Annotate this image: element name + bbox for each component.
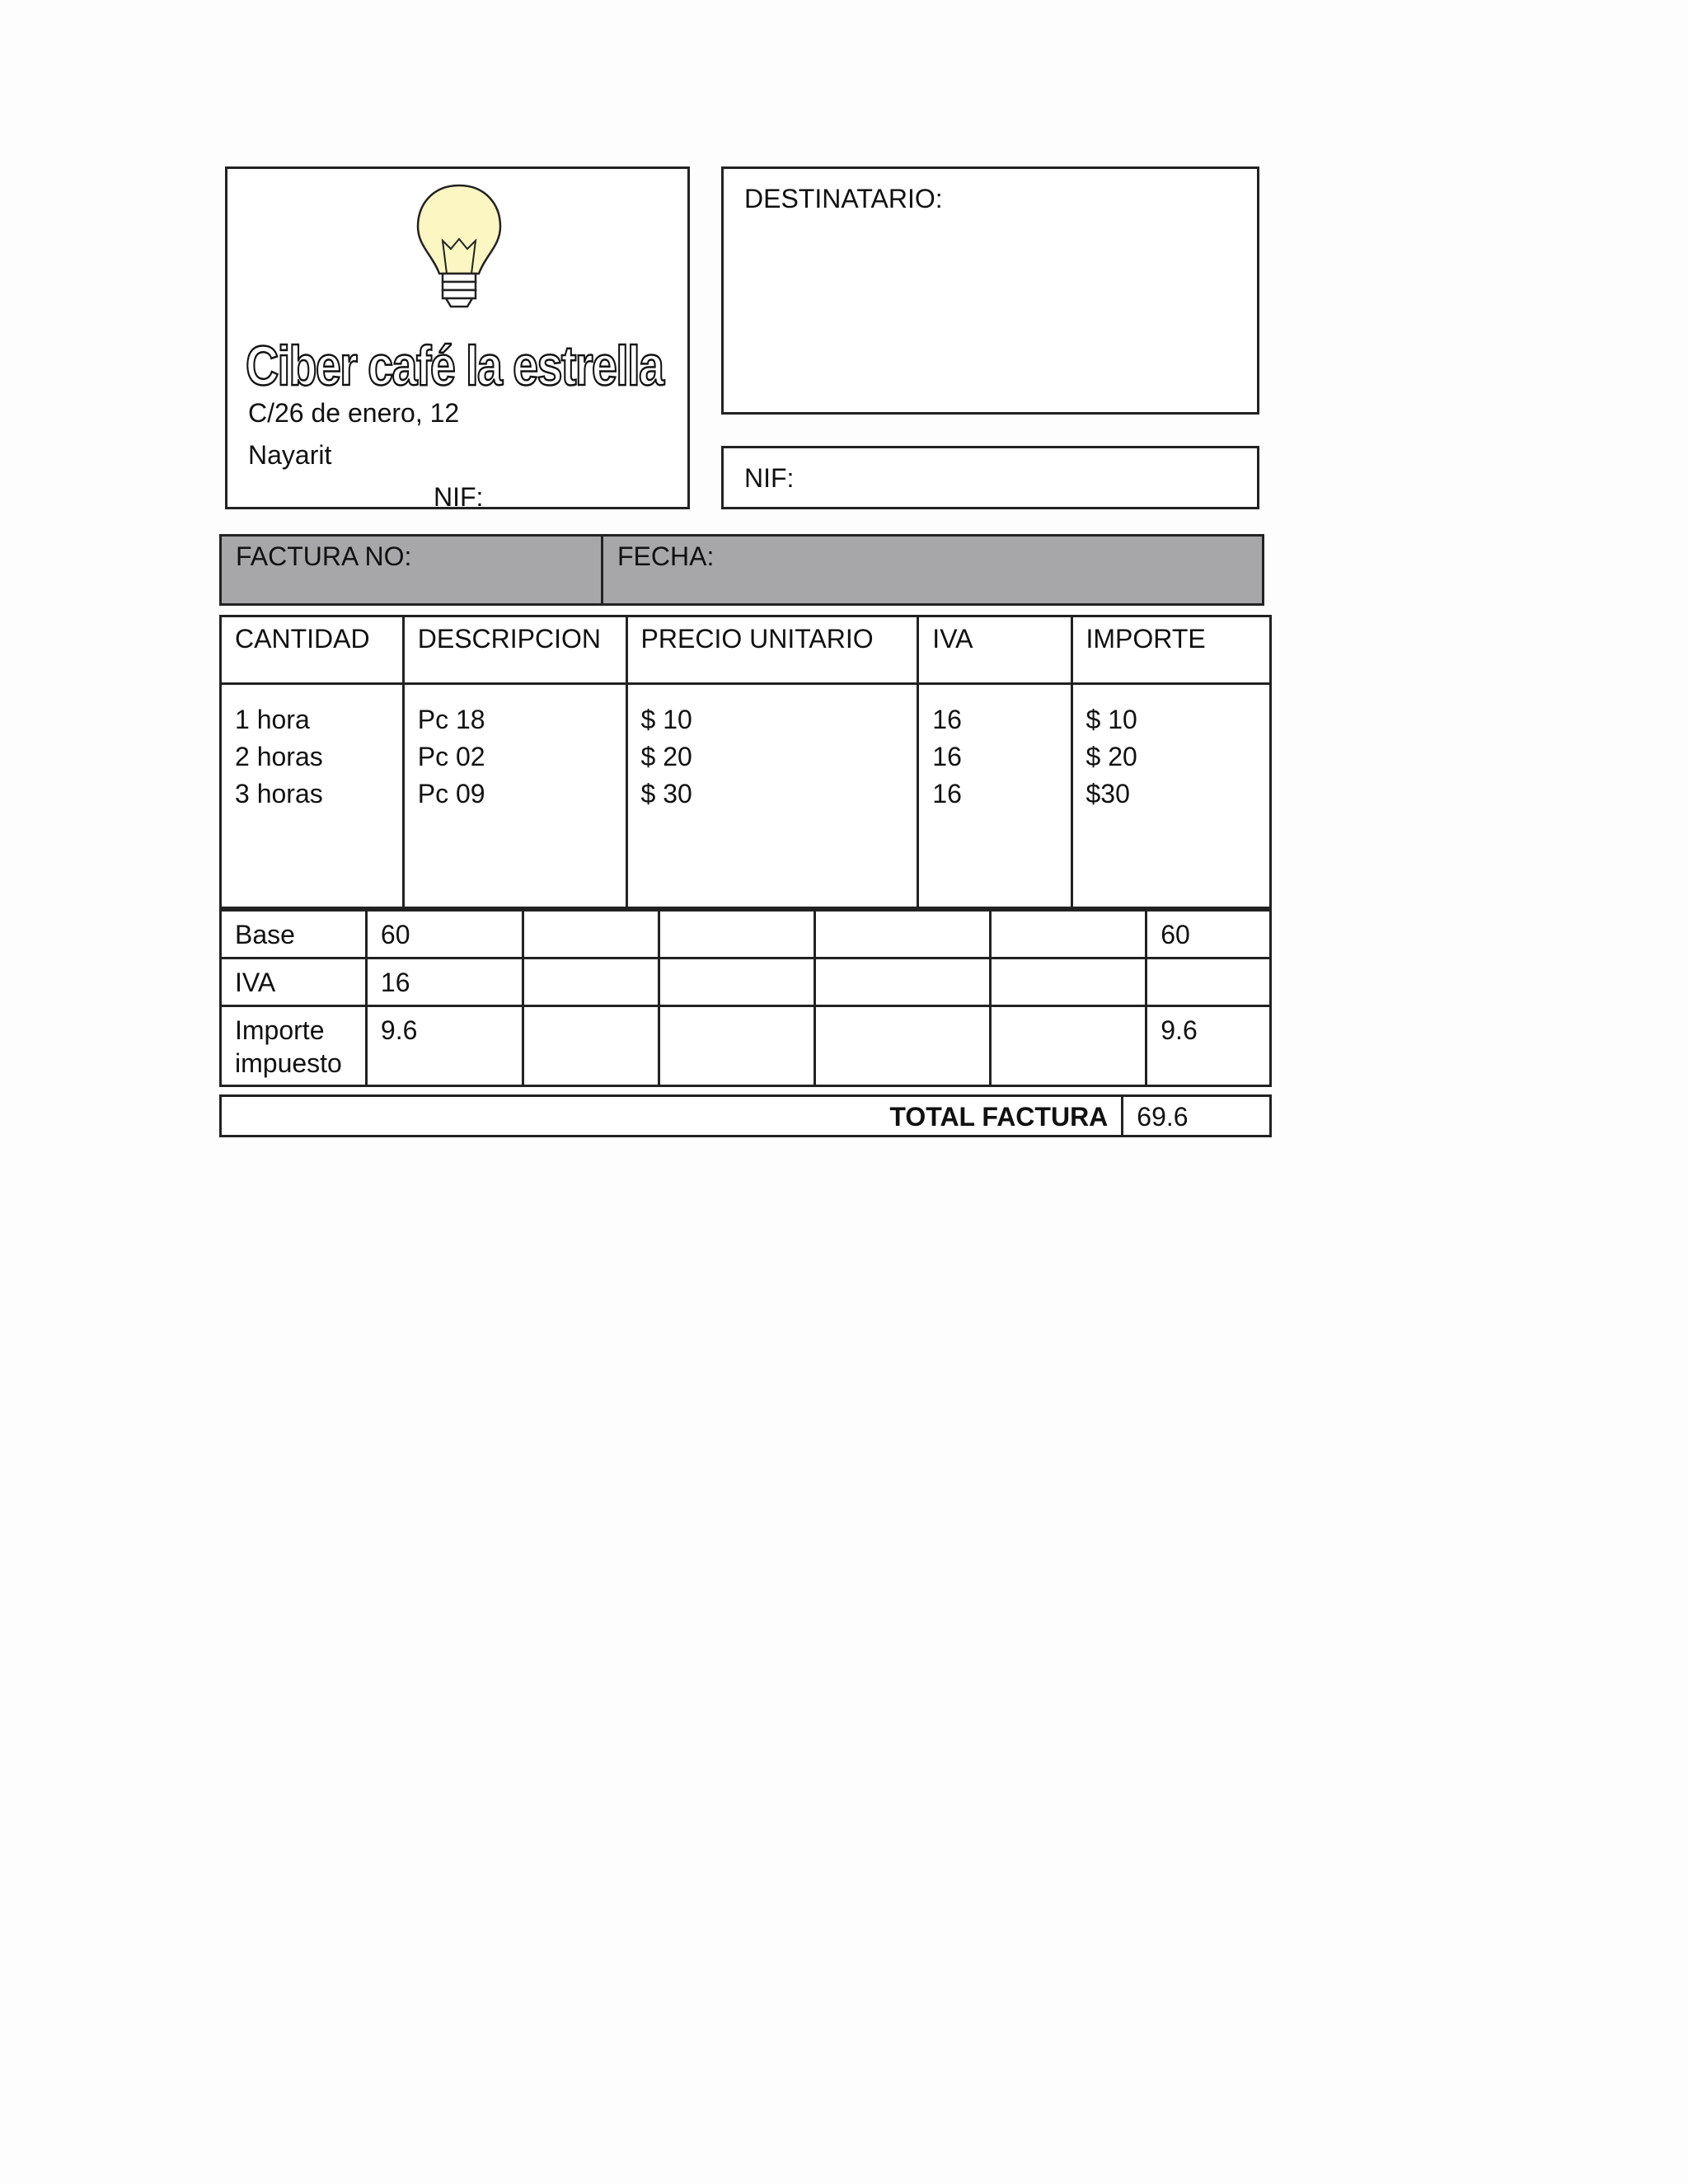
total-table: [219, 1094, 1272, 1137]
empty-cell: [990, 1006, 1146, 1086]
empty-cell: [815, 958, 990, 1006]
items-header-row: [221, 616, 1271, 684]
iva-value: 16: [932, 742, 962, 771]
importe-value: $30: [1085, 779, 1130, 808]
descripcion-value: Pc 09: [417, 779, 485, 808]
tax-label: IVA: [221, 958, 367, 1006]
tax-total: 60: [1146, 911, 1271, 958]
company-name: Ciber café la estrella: [246, 335, 663, 397]
cantidad-value: 2 horas: [235, 742, 323, 771]
precio-value: $ 20: [640, 742, 692, 771]
header-cantidad: CANTIDAD: [221, 616, 404, 684]
iva-value: 16: [932, 705, 962, 734]
invoice-number-label: FACTURA NO:: [236, 541, 412, 571]
descripcion-cell: [403, 684, 626, 908]
tax-value: 60: [366, 911, 523, 958]
total-value: 69.6: [1123, 1096, 1271, 1137]
items-table: [219, 615, 1272, 909]
recipient-label: DESTINATARIO:: [744, 184, 943, 213]
invoice-header-band: [219, 534, 1264, 606]
iva-value: 16: [932, 779, 962, 808]
cantidad-value: 3 horas: [235, 779, 323, 808]
empty-cell: [523, 911, 659, 958]
descripcion-value: Pc 18: [417, 705, 485, 734]
tax-total: 9.6: [1146, 1006, 1271, 1086]
company-nif-label: NIF:: [434, 482, 484, 509]
descripcion-value: Pc 02: [417, 742, 485, 771]
recipient-nif-label: NIF:: [744, 463, 795, 493]
empty-cell: [990, 911, 1146, 958]
cantidad-value: 1 hora: [235, 705, 310, 734]
recipient-box[interactable]: [721, 166, 1259, 415]
empty-cell: [659, 1006, 815, 1086]
band-divider: [601, 537, 603, 603]
total-label: TOTAL FACTURA: [221, 1096, 1123, 1137]
company-address: C/26 de enero, 12: [248, 398, 460, 428]
empty-cell: [523, 1006, 659, 1086]
tax-row-base: [221, 911, 1271, 958]
importe-value: $ 20: [1085, 742, 1137, 771]
items-body-row: [221, 684, 1271, 908]
header-precio-unitario: PRECIO UNITARIO: [626, 616, 918, 684]
total-row: [221, 1096, 1271, 1137]
iva-cell: [918, 684, 1071, 908]
precio-value: $ 30: [640, 779, 692, 808]
tax-value: 16: [366, 958, 523, 1006]
empty-cell: [815, 1006, 990, 1086]
tax-total: [1146, 958, 1271, 1006]
company-city: Nayarit: [248, 440, 332, 470]
tax-row-importe-impuesto: [221, 1006, 1271, 1086]
cantidad-cell: [221, 684, 404, 908]
empty-cell: [659, 958, 815, 1006]
precio-value: $ 10: [640, 705, 692, 734]
tax-label: Importe impuesto: [221, 1006, 367, 1086]
header-iva: IVA: [918, 616, 1071, 684]
importe-value: $ 10: [1085, 705, 1137, 734]
invoice-date-label: FECHA:: [617, 541, 715, 571]
recipient-nif-box[interactable]: [721, 446, 1259, 509]
empty-cell: [990, 958, 1146, 1006]
header-descripcion: DESCRIPCION: [403, 616, 626, 684]
precio-cell: [626, 684, 918, 908]
tax-value: 9.6: [366, 1006, 523, 1086]
tax-label: Base: [221, 911, 367, 958]
importe-cell: [1071, 684, 1271, 908]
lightbulb-icon: [410, 181, 509, 313]
header-importe: IMPORTE: [1071, 616, 1271, 684]
tax-row-iva: [221, 958, 1271, 1006]
tax-summary-table: [219, 909, 1272, 1087]
empty-cell: [659, 911, 815, 958]
company-box: [225, 166, 690, 509]
empty-cell: [523, 958, 659, 1006]
empty-cell: [815, 911, 990, 958]
